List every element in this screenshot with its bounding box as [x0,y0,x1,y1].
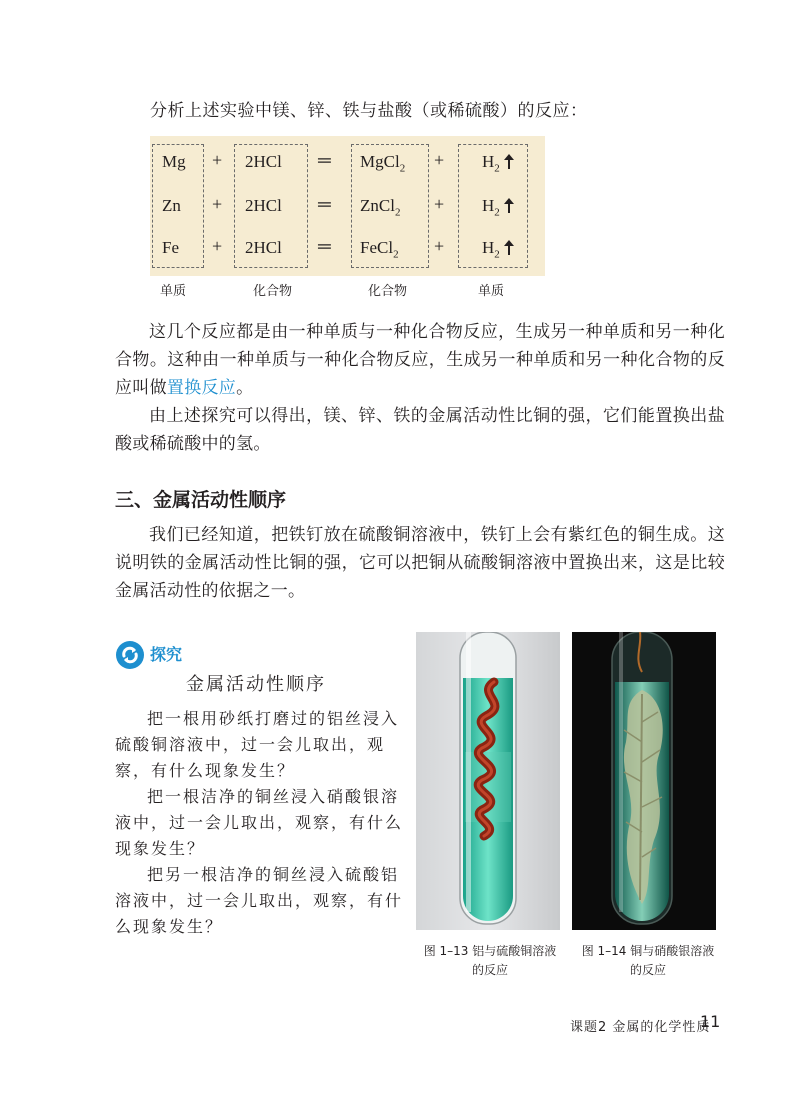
term-substitution-reaction: 置换反应 [166,378,237,398]
gas-h2: $H_2$ [482,196,514,218]
explore-step-2: 把一根洁净的铜丝浸入硝酸银溶液中，过一会儿取出，观察，有什么现象发生？ [115,787,404,858]
label-compound: 化合物 [368,284,408,299]
intro-text: 分析上述实验中镁、锌、铁与盐酸（或稀硫酸）的反应： [150,101,588,121]
plus-sign: + [434,236,445,256]
figure-caption-1-13: 图 1–13 铝与硫酸铜溶液 的反应 [423,944,557,977]
explore-icon [115,640,145,670]
plus-sign: + [434,150,445,170]
label-compound: 化合物 [253,284,293,299]
photo-copper-silver-nitrate [572,632,716,930]
explore-step-1: 把一根用砂纸打磨过的铝丝浸入硫酸铜溶液中，过一会儿取出，观察，有什么现象发生？ [115,709,400,780]
explore-title: 金属活动性顺序 [186,674,326,695]
equals-sign: ═ [318,236,331,256]
explore-step-3: 把另一根洁净的铜丝浸入硫酸铝溶液中，过一会儿取出，观察，有什么现象发生？ [115,865,404,936]
plus-sign: + [212,236,223,256]
up-arrow-icon [504,240,514,254]
gas-h2: $H_2$ [482,152,514,174]
footer-chapter: 课题2 金属的化学性质 [570,1020,711,1035]
up-arrow-icon [504,154,514,168]
metal-zn: Zn [162,196,181,215]
plus-sign: + [212,194,223,214]
salt-mgcl2: MgCl$_2$ [360,152,406,175]
equals-sign: ═ [318,194,331,214]
paragraph-substitution: 这几个反应都是由一种单质与一种化合物反应，生成另一种单质和另一种化合物。这种由一种单质与一种化合物反应，生成另一种单质和另一种化合物的反应叫做置换反应。 [115,322,725,398]
equals-sign: ═ [318,150,331,170]
up-arrow-icon [504,198,514,212]
metal-fe: Fe [162,238,179,257]
acid-hcl: 2HCl [245,152,282,171]
page-number: 11 [700,1012,721,1031]
figure-caption-1-14: 图 1–14 铜与硝酸银溶液 的反应 [581,944,715,977]
explore-label: 探究 [150,645,183,664]
paragraph-activity: 我们已经知道，把铁钉放在硫酸铜溶液中，铁钉上会有紫红色的铜生成。这说明铁的金属活动性比铜的强，它可以把铜从硫酸铜溶液中置换出来，这是比较金属活动性的依据之一。 [115,525,725,601]
paragraph-conclusion: 由上述探究可以得出，镁、锌、铁的金属活动性比铜的强，它们能置换出盐酸或稀硫酸中的氢。 [115,406,725,454]
label-element: 单质 [478,284,505,299]
gas-h2: $H_2$ [482,238,514,260]
section-title: 三、金属活动性顺序 [115,489,287,511]
metal-mg: Mg [162,152,186,171]
acid-hcl: 2HCl [245,196,282,215]
salt-fecl2: FeCl$_2$ [360,238,399,261]
equation-panel [150,136,545,276]
photo-aluminium-copper-sulfate [416,632,560,930]
label-element: 单质 [160,284,187,299]
plus-sign: + [212,150,223,170]
plus-sign: + [434,194,445,214]
salt-zncl2: ZnCl$_2$ [360,196,401,219]
acid-hcl: 2HCl [245,238,282,257]
